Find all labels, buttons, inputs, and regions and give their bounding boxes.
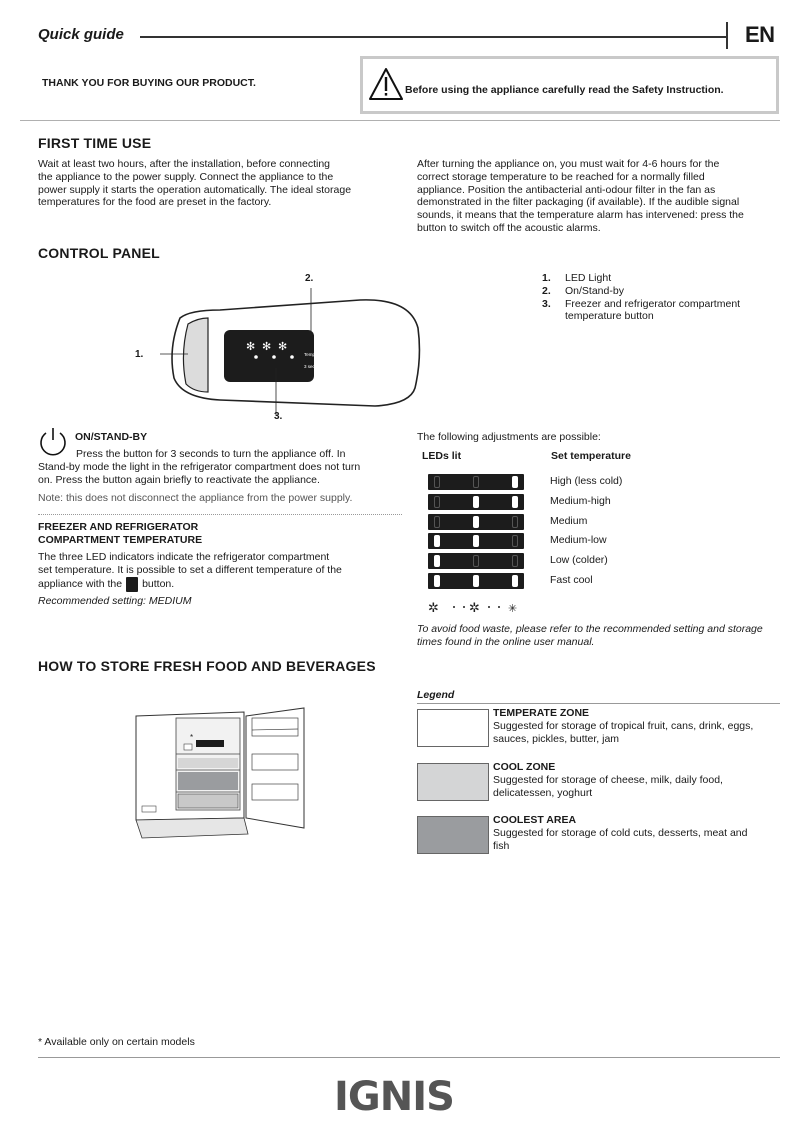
led-indicator-off — [512, 535, 518, 547]
text-line: Stand-by mode the light in the refrigerator compartment does not turn — [38, 460, 361, 473]
freezer-text — [38, 551, 342, 592]
language-code: EN — [745, 22, 775, 47]
led-indicator-on — [434, 555, 440, 567]
text-fragment: button. — [142, 577, 175, 590]
legend-label: Legend — [417, 689, 455, 701]
freezer-title — [38, 521, 202, 547]
led-indicator-on — [512, 476, 518, 488]
snowflake-icon: ✲ — [469, 601, 480, 616]
storage-heading: HOW TO STORE FRESH FOOD AND BEVERAGES — [38, 658, 376, 674]
led-row — [428, 553, 524, 569]
text-fragment: appliance with the — [38, 577, 123, 590]
set-temperature-label: Medium — [550, 514, 588, 527]
footnote: * Available only on certain models — [38, 1036, 195, 1048]
led-indicator-on — [473, 575, 479, 587]
text-line: COMPARTMENT TEMPERATURE — [38, 534, 203, 546]
section-separator — [20, 120, 780, 121]
first-use-heading: FIRST TIME USE — [38, 135, 152, 151]
text-line: sounds, it means that the temperature alarm has intervened: press the — [417, 209, 744, 222]
led-indicator-on — [473, 516, 479, 528]
text-line: button to switch off the acoustic alarms. — [417, 221, 601, 234]
set-temperature-label: Medium-high — [550, 494, 611, 507]
panel-temp-label: Temp. — [304, 352, 317, 357]
list-text: On/Stand-by — [565, 284, 624, 297]
text-line: temperatures for the food are preset in the factory. — [38, 196, 272, 209]
led-indicator-on — [473, 496, 479, 508]
text-line: Press the button for 3 seconds to turn the appliance off. In — [76, 448, 346, 460]
standby-text — [38, 448, 360, 486]
led-indicator-off — [473, 555, 479, 567]
first-use-left-text — [38, 158, 351, 209]
text-line: fish — [493, 839, 510, 852]
list-number: 1. — [542, 272, 551, 284]
safety-text: Before using the appliance carefully read the Safety Instruction. — [405, 84, 724, 96]
text-line: Freezer and refrigerator compartment — [565, 297, 741, 310]
led-indicator-off — [434, 516, 440, 528]
warning-triangle-icon — [368, 66, 404, 107]
svg-text:✻: ✻ — [278, 340, 288, 353]
text-line: the appliance to the power supply. Connect the appliance to the — [38, 170, 334, 183]
text-line: Suggested for storage of cold cuts, desserts, meat and — [493, 827, 748, 839]
text-line: Wait at least two hours, after the installation, before connecting — [38, 158, 331, 170]
legend-rule — [417, 703, 780, 704]
zone-description — [493, 774, 783, 799]
text-line: appliance. Position the antibacterial anti-odour filter in the fan as — [417, 183, 716, 196]
led-indicator-on — [512, 496, 518, 508]
led-indicator-on — [434, 575, 440, 587]
svg-text:✻: ✻ — [262, 340, 272, 353]
led-row — [428, 533, 524, 549]
led-indicator-on — [512, 575, 518, 587]
temp-button-icon — [126, 577, 138, 592]
fridge-illustration — [128, 706, 314, 847]
zone-title: COOL ZONE — [493, 761, 556, 773]
led-row — [428, 514, 524, 530]
brand-logo: IGNIS — [334, 1074, 454, 1120]
zone-description — [493, 720, 783, 745]
text-line: The three LED indicators indicate the refrigerator compartment — [38, 551, 330, 563]
list-text: LED Light — [565, 272, 612, 284]
food-waste-note — [417, 623, 763, 649]
zone-title: COOLEST AREA — [493, 814, 577, 826]
text-line: To avoid food waste, please refer to the recommended setting and storage — [417, 623, 763, 635]
led-indicator-on — [434, 535, 440, 547]
zone-description — [493, 827, 783, 852]
header-rule — [140, 36, 726, 38]
first-use-right-text — [417, 158, 744, 235]
led-legend-icons — [426, 598, 526, 621]
led-indicator-off — [512, 555, 518, 567]
led-indicator-on — [473, 535, 479, 547]
control-panel-illustration — [160, 288, 430, 423]
list-item — [542, 285, 740, 298]
list-item — [542, 272, 740, 285]
led-indicator-off — [434, 476, 440, 488]
text-line: correct storage temperature to be reached for a normally filled — [417, 170, 705, 183]
text-line: power supply it starts the operation automatically. The ideal storage — [38, 183, 352, 196]
text-line: on. Press the button again briefly to reactivate the appliance. — [38, 473, 320, 486]
text-line: Suggested for storage of cheese, milk, daily food, — [493, 774, 723, 786]
standby-note: Note: this does not disconnect the appliance from the power supply. — [38, 492, 353, 504]
control-panel-list — [542, 272, 740, 323]
text-line: FREEZER AND REFRIGERATOR — [38, 521, 199, 533]
control-panel-heading: CONTROL PANEL — [38, 245, 160, 261]
doc-title: Quick guide — [38, 26, 124, 43]
zone-swatch — [417, 763, 489, 801]
set-temperature-label: High (less cold) — [550, 475, 623, 487]
list-item — [542, 298, 740, 324]
text-line: times found in the online user manual. — [417, 635, 595, 648]
list-number: 2. — [542, 284, 551, 297]
text-line: sauces, pickles, butter, jam — [493, 732, 620, 745]
led-row — [428, 494, 524, 510]
zone-title: TEMPERATE ZONE — [493, 707, 590, 719]
text-line: demonstrated in the filter packaging (if available). If the audible signal — [417, 196, 740, 209]
text-line: After turning the appliance on, you must wait for 4-6 hours for the — [417, 158, 720, 170]
text-line — [38, 577, 342, 592]
temp-column-header: Set temperature — [551, 450, 631, 462]
header-divider — [726, 22, 728, 49]
text-line: Suggested for storage of tropical fruit, cans, drink, eggs, — [493, 720, 754, 732]
led-row — [428, 573, 524, 589]
text-line: temperature button — [565, 310, 654, 323]
standby-title: ON/STAND-BY — [75, 431, 148, 443]
callout-1: 1. — [135, 349, 144, 360]
snowflake-icon: ✲ — [428, 601, 439, 616]
callout-2: 2. — [305, 273, 314, 284]
list-text — [565, 298, 740, 324]
recommended-setting: Recommended setting: MEDIUM — [38, 595, 192, 607]
adjustments-intro: The following adjustments are possible: — [417, 431, 601, 443]
asterisk-mark: * — [190, 733, 194, 742]
set-temperature-label: Fast cool — [550, 574, 593, 586]
text-line: set temperature. It is possible to set a different temperature of the — [38, 563, 342, 576]
set-temperature-label: Medium-low — [550, 534, 607, 547]
safety-notice — [360, 56, 779, 114]
panel-sec-label: 3 sec — [304, 364, 315, 369]
dotted-divider — [38, 514, 402, 515]
zone-swatch — [417, 709, 489, 747]
zone-swatch — [417, 816, 489, 854]
callout-3: 3. — [274, 411, 283, 422]
led-row — [428, 474, 524, 490]
list-number: 3. — [542, 297, 551, 310]
text-line: delicatessen, yoghurt — [493, 786, 593, 799]
led-indicator-off — [473, 476, 479, 488]
thanks-text: THANK YOU FOR BUYING OUR PRODUCT. — [42, 77, 256, 89]
footer-rule — [38, 1057, 780, 1058]
set-temperature-label: Low (colder) — [550, 554, 608, 567]
led-indicator-off — [512, 516, 518, 528]
led-indicator-off — [434, 496, 440, 508]
leds-column-header: LEDs lit — [422, 450, 462, 462]
snowflake-icon: ✳ — [508, 602, 518, 615]
svg-text:✻: ✻ — [246, 340, 256, 353]
